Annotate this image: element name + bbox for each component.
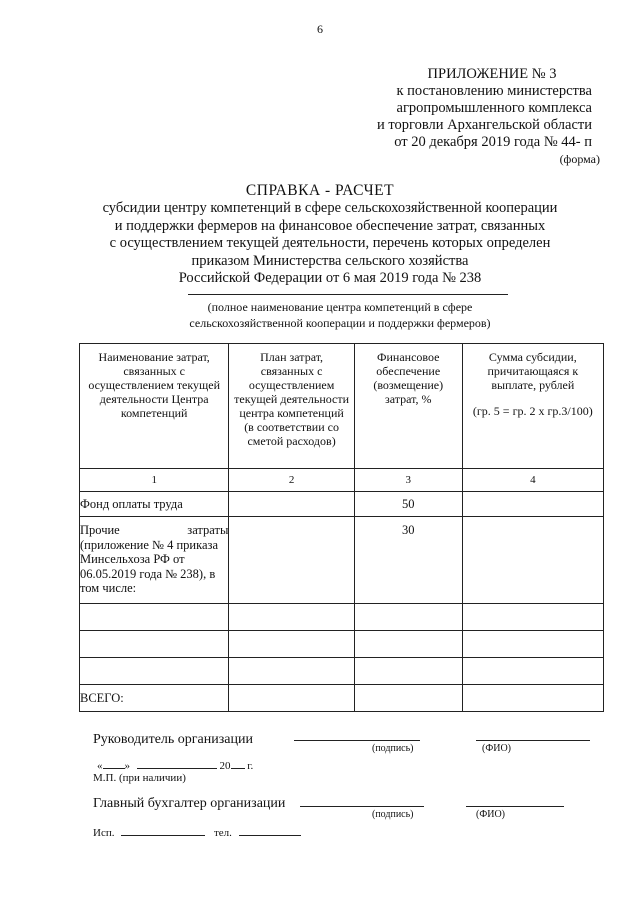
year-prefix: 20 xyxy=(219,760,231,772)
head-signature-label: Руководитель организации xyxy=(93,732,253,747)
empty-cell[interactable] xyxy=(80,658,229,685)
executor-field[interactable] xyxy=(121,825,205,836)
column-number: 4 xyxy=(462,469,603,492)
empty-cell[interactable] xyxy=(354,604,462,631)
date-close-quote: » xyxy=(124,760,130,772)
subtitle-line: и поддержки фермеров на финансовое обеспечение затрат, связанных xyxy=(114,217,546,234)
empty-cell[interactable] xyxy=(462,604,603,631)
row-percent: 50 xyxy=(354,492,462,517)
stamp-label: М.П. (при наличии) xyxy=(93,772,186,784)
header-cost-plan: План затрат, связанных с осуществлением текущей деятельности центра компетенций (в соответствии со сметой расходов) xyxy=(229,344,354,469)
total-plan-cell[interactable] xyxy=(229,685,354,712)
head-fio-caption: (ФИО) xyxy=(482,743,512,754)
document-subtitle xyxy=(60,200,600,288)
date-row xyxy=(97,758,253,772)
table-header-row xyxy=(80,344,604,469)
phone-label: тел. xyxy=(213,827,232,839)
empty-cell[interactable] xyxy=(462,631,603,658)
row-cost-name-first-line xyxy=(80,523,228,538)
month-field[interactable] xyxy=(137,758,217,769)
head-fio-line[interactable] xyxy=(476,740,590,741)
year-suffix: г. xyxy=(247,760,254,772)
table-row xyxy=(80,492,604,517)
form-label: (форма) xyxy=(559,152,600,166)
caption-line: (полное наименование центра компетенций в сфере xyxy=(207,300,473,314)
accountant-signature-label: Главный бухгалтер организации xyxy=(93,796,286,811)
row-cost-name-word: Прочие xyxy=(80,523,120,537)
calculation-table xyxy=(79,343,604,712)
center-name-caption xyxy=(160,300,520,331)
total-label: ВСЕГО: xyxy=(80,685,229,712)
header-financing-percent: Финансовое обеспечение (возмещение) затрат, % xyxy=(354,344,462,469)
table-row-empty xyxy=(80,604,604,631)
row-cost-name-rest: (приложение № 4 приказа Минсельхоза РФ от 06.05.2019 года № 238), в том числе: xyxy=(80,537,219,595)
appendix-line: к постановлению министерства xyxy=(396,83,592,99)
column-number: 3 xyxy=(354,469,462,492)
row-sum-cell[interactable] xyxy=(462,492,603,517)
header-cost-name: Наименование затрат, связанных с осуществлением текущей деятельности Центра компетенций xyxy=(80,344,229,469)
empty-cell[interactable] xyxy=(229,631,354,658)
subtitle-line: Российской Федерации от 6 мая 2019 года № 238 xyxy=(178,270,482,286)
row-plan-cell[interactable] xyxy=(229,517,354,604)
appendix-line: от 20 декабря 2019 года № 44- п xyxy=(394,134,592,150)
header-subsidy-sum xyxy=(462,344,603,469)
row-sum-cell[interactable] xyxy=(462,517,603,604)
total-percent-cell[interactable] xyxy=(354,685,462,712)
empty-cell[interactable] xyxy=(80,604,229,631)
empty-cell[interactable] xyxy=(229,604,354,631)
center-name-field-line[interactable] xyxy=(188,294,508,295)
accountant-signature-line[interactable] xyxy=(300,806,424,807)
row-cost-name: Фонд оплаты труда xyxy=(80,492,229,517)
appendix-line: и торговли Архангельской области xyxy=(376,117,592,133)
row-percent: 30 xyxy=(354,517,462,604)
header-subsidy-formula: (гр. 5 = гр. 2 х гр.3/100) xyxy=(472,404,593,418)
appendix-block xyxy=(330,66,592,151)
total-sum-cell[interactable] xyxy=(462,685,603,712)
page-number: 6 xyxy=(317,22,323,36)
table-row-empty xyxy=(80,631,604,658)
caption-line: сельскохозяйственной кооперации и поддержки фермеров) xyxy=(189,315,491,330)
empty-cell[interactable] xyxy=(354,631,462,658)
head-signature-line[interactable] xyxy=(294,740,420,741)
row-plan-cell[interactable] xyxy=(229,492,354,517)
year-field[interactable] xyxy=(231,758,245,769)
header-subsidy-sum-label: Сумма субсидии, причитающаяся к выплате, рублей xyxy=(487,350,579,392)
appendix-line: агропромышленного комплекса xyxy=(396,100,592,116)
empty-cell[interactable] xyxy=(229,658,354,685)
appendix-title: ПРИЛОЖЕНИЕ № 3 xyxy=(427,66,557,82)
column-number: 1 xyxy=(80,469,229,492)
table-row-empty xyxy=(80,658,604,685)
document-title: СПРАВКА - РАСЧЕТ xyxy=(245,182,395,199)
subtitle-line: приказом Министерства сельского хозяйства xyxy=(191,252,469,269)
subtitle-line: с осуществлением текущей деятельности, перечень которых определен xyxy=(109,235,551,251)
subtitle-line: субсидии центру компетенций в сфере сельскохозяйственной кооперации xyxy=(102,200,558,216)
accountant-fio-line[interactable] xyxy=(466,806,564,807)
empty-cell[interactable] xyxy=(462,658,603,685)
date-open-quote: « xyxy=(97,760,103,772)
row-cost-name xyxy=(80,517,229,604)
table-total-row xyxy=(80,685,604,712)
table-row xyxy=(80,517,604,604)
accountant-signature-caption: (подпись) xyxy=(372,809,414,820)
phone-field[interactable] xyxy=(239,825,301,836)
empty-cell[interactable] xyxy=(80,631,229,658)
day-field[interactable] xyxy=(103,758,125,769)
executor-label: Исп. xyxy=(93,827,115,839)
column-number: 2 xyxy=(229,469,354,492)
row-cost-name-word: затраты xyxy=(187,523,229,537)
column-numbers-row xyxy=(80,469,604,492)
empty-cell[interactable] xyxy=(354,658,462,685)
executor-row xyxy=(93,825,301,839)
head-signature-caption: (подпись) xyxy=(372,743,414,754)
accountant-fio-caption: (ФИО) xyxy=(476,809,506,820)
